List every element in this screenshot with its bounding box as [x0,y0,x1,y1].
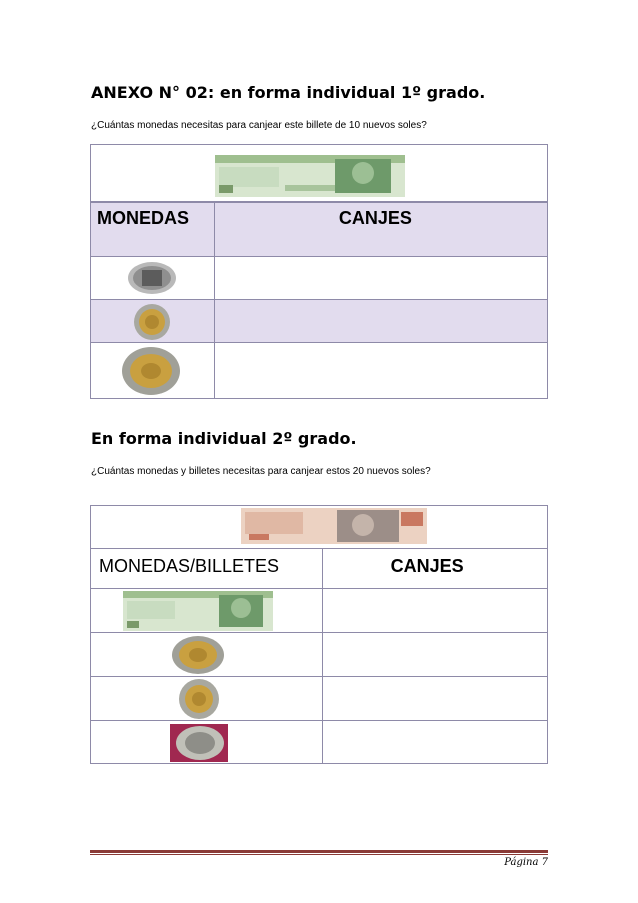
header-canjes: CANJES [338,207,412,228]
header-canjes-cell [214,202,547,257]
table-row [91,721,548,764]
table-canje-10-soles [90,144,548,399]
header-monedas-billetes-cell [91,549,323,589]
coin-cell [91,677,323,721]
banknote-cell [91,589,323,633]
canje-cell [214,300,547,343]
table-row [91,633,548,677]
canje-cell [322,589,547,633]
coin-bimetal-icon [132,303,172,341]
coin-silver-icon [127,261,177,295]
coin-cell [91,300,215,343]
table-row [91,300,548,343]
coin-cell [91,721,323,764]
header-monedas-billetes: MONEDAS/BILLETES [99,556,280,576]
header-monedas-cell [91,202,215,257]
banknote-10-soles-icon [123,591,273,631]
coin-cell [91,343,215,399]
table-row [91,589,548,633]
table-row [91,549,548,589]
table-row [91,677,548,721]
table-row [91,145,548,202]
banknote-10-soles-icon [215,155,405,197]
header-canjes-cell [322,549,547,589]
banknote-20-soles-icon [241,508,427,544]
table-row [91,506,548,549]
footer-rule-thin [90,854,548,855]
section2-title: En forma individual 2º grado. [91,429,357,448]
canje-cell [322,721,547,764]
canje-cell [322,677,547,721]
table-row [91,343,548,399]
coin-bimetal-large-icon [171,635,225,675]
coin-bimetal-large-icon [121,346,181,396]
page-number: Página 7 [504,857,548,868]
canje-cell [214,343,547,399]
table-row [91,257,548,300]
footer-rule [90,850,548,853]
coin-bimetal-icon [178,678,220,720]
table-row [91,202,548,257]
header-canjes: CANJES [390,556,464,576]
section2-question: ¿Cuántas monedas y billetes necesitas para canjear estos 20 nuevos soles? [91,466,431,477]
coin-cell [91,633,323,677]
banknote-cell [91,145,548,202]
header-monedas: MONEDAS [97,207,190,228]
table-canje-20-soles [90,505,548,764]
coin-silver-icon [170,724,228,762]
coin-cell [91,257,215,300]
banknote-cell [91,506,548,549]
section1-title: ANEXO N° 02: en forma individual 1º grado. [91,83,486,102]
section1-question: ¿Cuántas monedas necesitas para canjear este billete de 10 nuevos soles? [91,120,427,131]
canje-cell [214,257,547,300]
canje-cell [322,633,547,677]
